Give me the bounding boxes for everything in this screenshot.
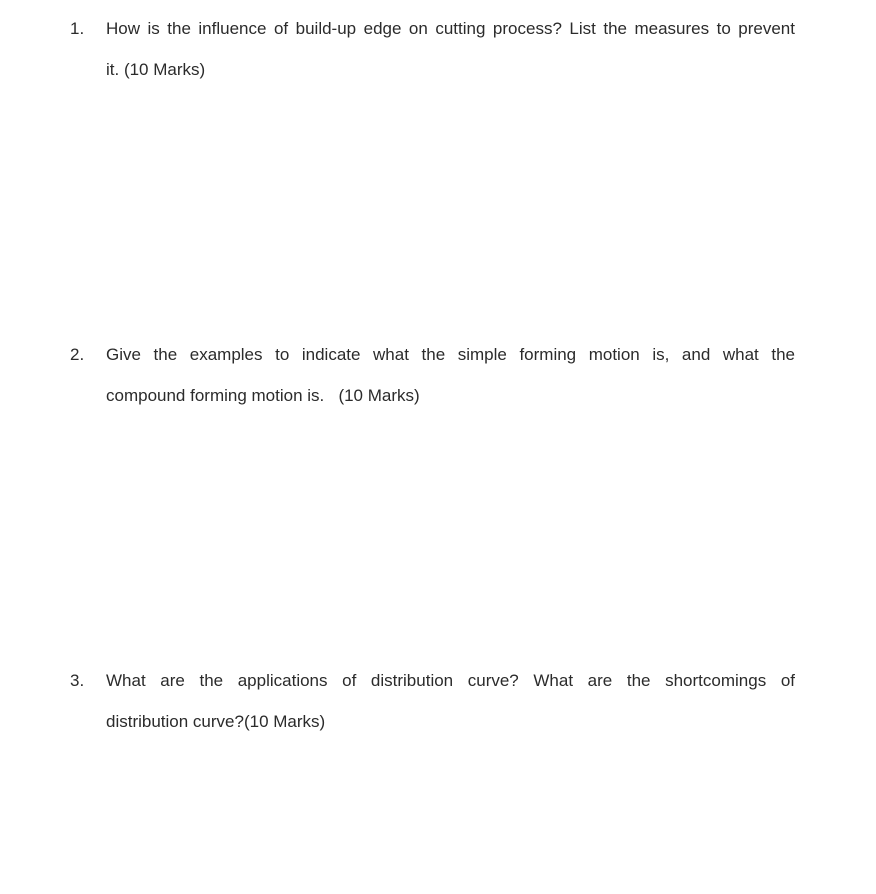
question-text-line-1: How is the influence of build-up edge on cutting process? List the measures to prevent [106, 19, 795, 38]
question-text-line-1: Give the examples to indicate what the simple forming motion is, and what the [106, 345, 795, 364]
question-number: 1. [70, 19, 85, 38]
question-text-line-2: compound forming motion is. (10 Marks) [106, 386, 420, 405]
question-text-line-2: distribution curve?(10 Marks) [106, 712, 326, 731]
question-number: 3. [70, 671, 85, 690]
question-text-line-1: What are the applications of distribution curve? What are the shortcomings of [106, 671, 795, 690]
question-number: 2. [70, 345, 85, 364]
question-text-line-2: it. (10 Marks) [106, 60, 206, 79]
